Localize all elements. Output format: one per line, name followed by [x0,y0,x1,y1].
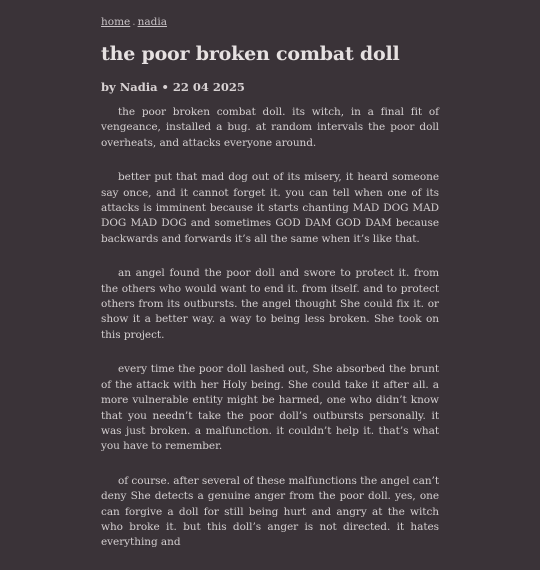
post-body [101,105,439,551]
post-paragraph: better put that mad dog out of its misery, it heard someone say once, and it cannot forget it. you can tell when one of its attacks is imminent because it starts chanting MAD DOG MAD DOG MAD DOG and sometimes GOD DAM GOD DAM because backwards and forwards it’s all the same when it’s like that. [101,171,439,245]
post-title: the poor broken combat doll [101,43,400,65]
post-paragraph: the poor broken combat doll. its witch, in a final fit of vengeance, installed a bug. at random intervals the poor doll overheats, and attacks everyone around. [101,106,439,149]
post-paragraph: an angel found the poor doll and swore to protect it. from the others who would want to end it. from itself. and to protect others from its outbursts. the angel thought She could fix it. or show it a better way. a way to being less broken. She took on this project. [101,267,439,341]
breadcrumb-home-link[interactable]: home [101,16,131,28]
post-byline: by Nadia • 22 04 2025 [101,80,245,94]
article [101,15,439,570]
breadcrumb-separator: . [132,16,136,28]
post-paragraph: of course. after several of these malfunctions the angel can’t deny She detects a genuine anger from the poor doll. yes, one can forgive a doll for still being hurt and angry at the witch who broke it. but this doll’s anger is not directed. it hates everything and [101,474,439,549]
breadcrumb [101,15,439,29]
breadcrumb-section-link[interactable]: nadia [137,16,167,28]
post-paragraph: every time the poor doll lashed out, She absorbed the brunt of the attack with her Holy being. She could take it after all. a more vulnerable entity might be harmed, one who didn’t know that you needn’t take the poor doll’s outbursts personally. it was just broken. a malfunction. it couldn’t help it. that’s what you have to remember. [101,363,439,453]
